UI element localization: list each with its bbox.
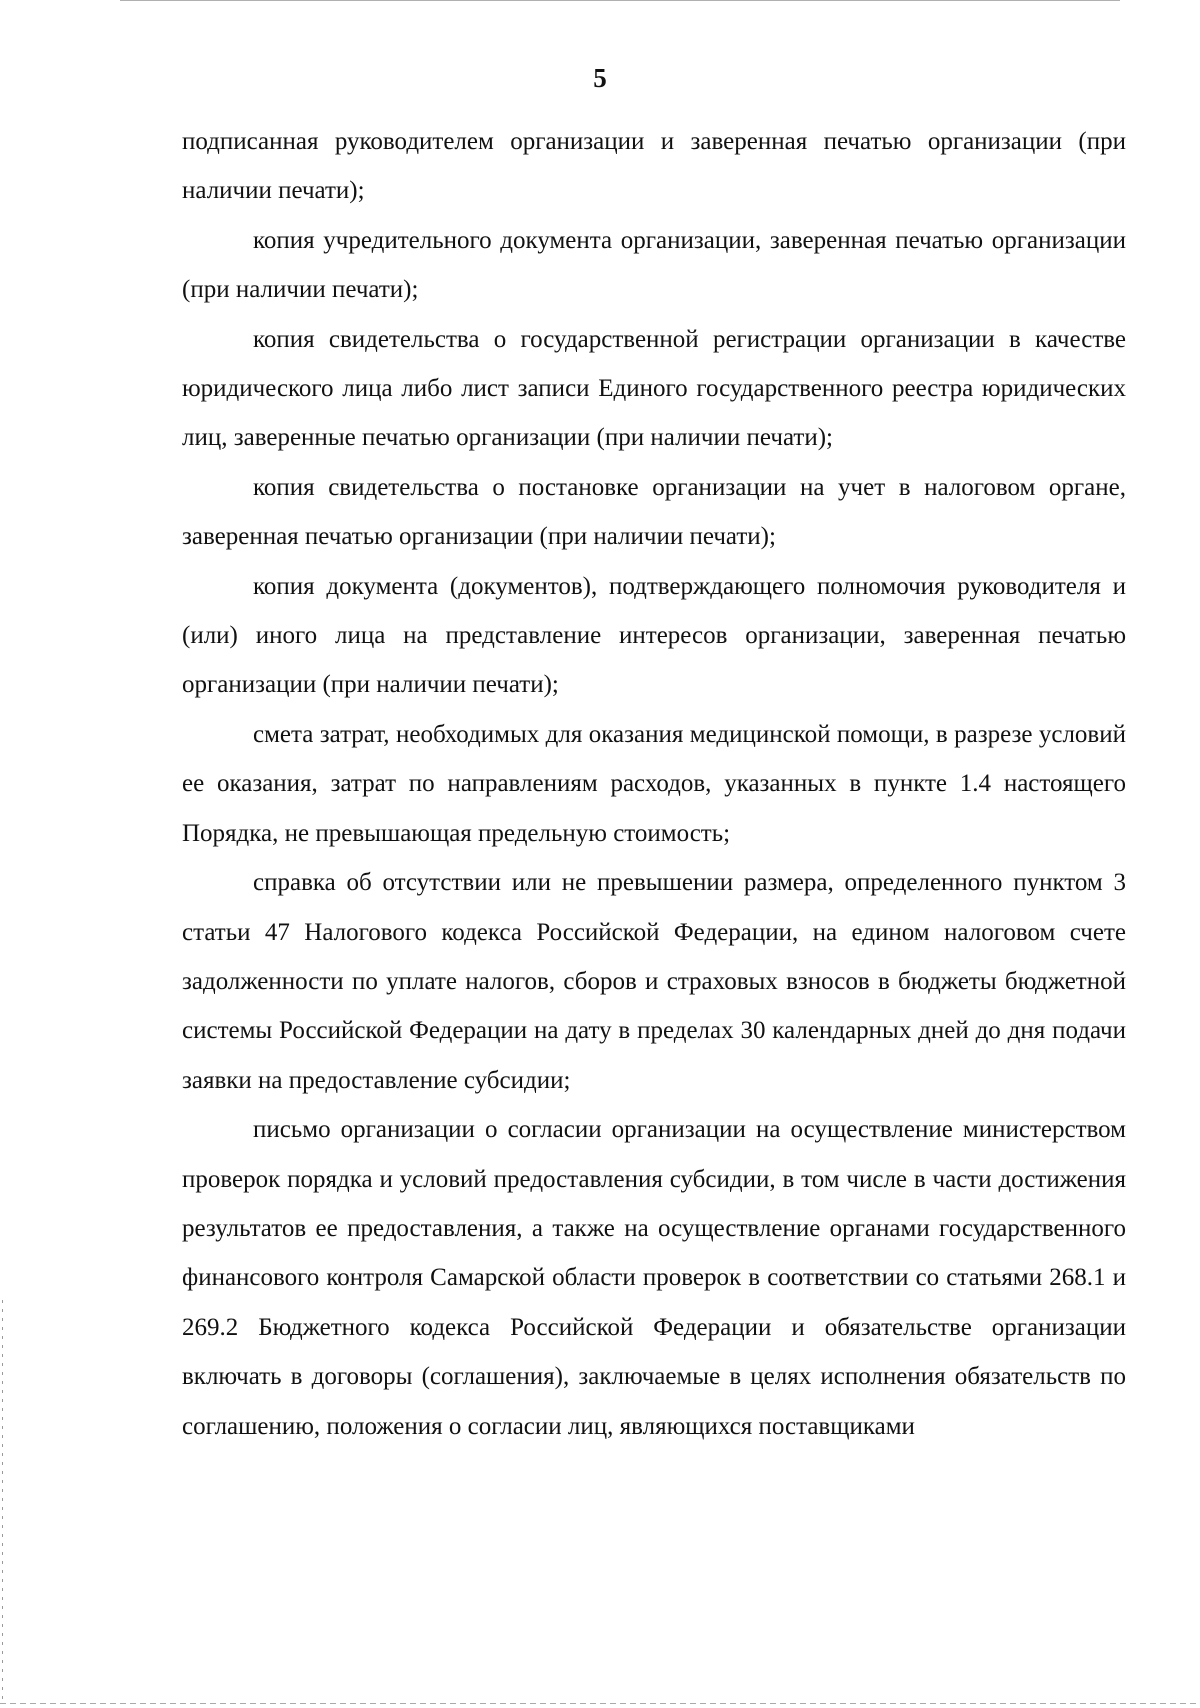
paragraph-continuation: подписанная руководителем организации и заверенная печатью организации (при наличии печати); xyxy=(182,128,1126,205)
scan-edge-top xyxy=(120,0,1120,1)
paragraph: копия документа (документов), подтверждающего полномочия руководителя и (или) иного лица на представление интересов организации, заверенная печатью организации (при наличии печати); xyxy=(182,572,1126,699)
scan-edge-left xyxy=(2,1300,3,1700)
paragraph: письмо организации о согласии организации на осуществление министерством проверок порядка и условий предоставления субсидии, в том числе в части достижения результатов ее предоставления, а также на осуществление органами государственного финансового контроля Самарской области проверок в соответствии со статьями 268.1 и 269.2 Бюджетного кодекса Российской Федерации и обязательстве организации включать в договоры (соглашения), заключаемые в целях исполнения обязательств по соглашению, положения о согласии лиц, являющихся поставщиками xyxy=(182,1116,1126,1440)
paragraph: справка об отсутствии или не превышении размера, определенного пунктом 3 статьи 47 Налогового кодекса Российской Федерации, на едином налоговом счете задолженности по уплате налогов, сборов и страховых взносов в бюджеты бюджетной системы Российской Федерации на дату в пределах 30 календарных дней до дня подачи заявки на предоставление субсидии; xyxy=(182,869,1126,1094)
document-body xyxy=(182,117,1126,1451)
page-number: 5 xyxy=(593,63,607,93)
paragraph: смета затрат, необходимых для оказания медицинской помощи, в разрезе условий ее оказания, затрат по направлениям расходов, указанных в пункте 1.4 настоящего Порядка, не превышающая предельную стоимость; xyxy=(182,720,1126,847)
paragraph: копия свидетельства о постановке организации на учет в налоговом органе, заверенная печатью организации (при наличии печати); xyxy=(182,473,1126,551)
paragraph: копия учредительного документа организации, заверенная печатью организации (при наличии печати); xyxy=(182,226,1126,304)
scan-edge-bottom xyxy=(0,1703,1200,1704)
paragraph: копия свидетельства о государственной регистрации организации в качестве юридического лица либо лист записи Единого государственного реестра юридических лиц, заверенные печатью организации (при наличии печати); xyxy=(182,325,1126,452)
